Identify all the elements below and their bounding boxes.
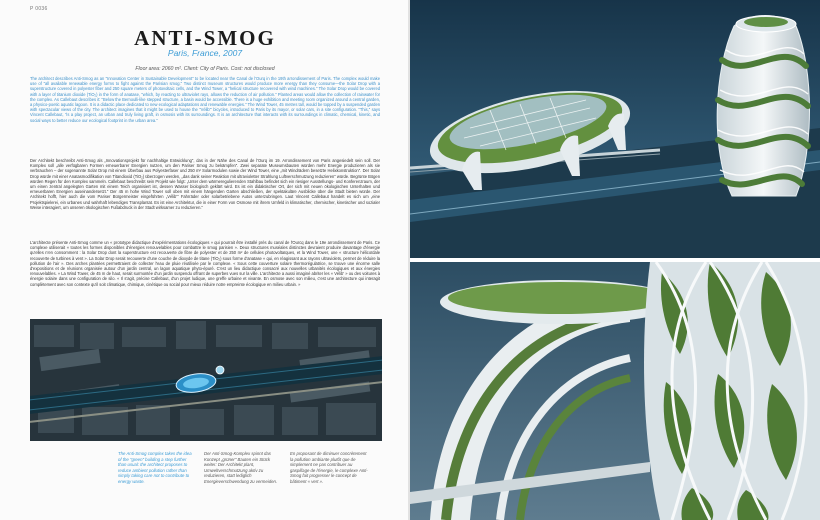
project-facts: Floor area: 2060 m². Client: City of Paris. Cost: not disclosed xyxy=(135,66,275,72)
german-text: Der Architekt beschreibt Anti-Smog als „Innovationsprojekt für nachhaltige Entwicklung", das in der Nähe des Canal de l'Ourq im 19. Arrondissement von Paris angesiedelt sein soll. Der Komplex soll „alle verfügbaren Formen erneuerbarer Energien nutzen, um den Pariser Smog zu bekämpfen". Zwei separate Museumsbauten würden mehr Energie produzieren als sie verbrauchen – der sogenannte Solar Drop mit einem Überbau aus Polyesterfaser und 250 m² Solarmodulen sowie der Wind Tower, eine „mit Windrädern besetzte Helixkonstruktion". Der Solar Drop würde mit einer Anatasmodifikation von Titandioxid (TiO₂) überzogen werden, „das dank seiner Reaktion mit ultravioletter Strahlung Luftverschmutzung reduzieren" würde. Begrünte Bögen würden Regen für den Komplex sammeln. Callebaut beschreibt sein Projekt wie folgt: „Unter dem wärmeregulierenden Stahlbau befindet sich ein riesiger Ausstellungs- und Konferenzraum, der um einen zentral angelegten Garten mit einem Teich organisiert ist, dessen Wasser biologisch geklärt wird. Es ist ein didaktischer Ort, der sich mit neuen ökologischen Unterhalten und erneuerbaren Energien auseinandersetzt." Der 45 m hohe Wind Tower soll oben mit einem hängenden Garten abschließen, der spektakuläre Ausblicke über die Stadt bieten würde. Der Architekt hofft, hier auch die vom Pariser Bürgermeister eingeführten „Vélib'" Fahrräder oder solarbetriebene Autos unterzubringen. Laut Vincent Callebaut handelt es sich um „eine Projektspielerei, ein urbanes und wahrhaft lebendiges Transplantat. Es ist eine Architektur, die in einer Form von Osmose mit ihrem Umfeld in klimatischer, chemischer, kinetischer und sozialer Weise interagiert, um unseren ökologischen Fußabdruck in der Stadt wirksamer zu reduzieren." xyxy=(30,158,380,210)
right-page xyxy=(410,0,820,520)
folio: P 0036 xyxy=(30,6,48,12)
french-text: L'architecte présente Anti-Smog comme un « prototype didactique d'expérimentations écologiques » qui pourrait être installé près du canal de l'Ourcq dans le 19e arrondissement de Paris. Ce complexe utiliserait « toutes les formes disponibles d'énergies renouvelables pour combattre le smog parisien ». Deux structures muséales distinctes devraient produire davantage d'énergie qu'elles n'en consomment : la Solar Drop dont la superstructure est recouverte de fibre de polyester et de 250 m² de cellules photovoltaïques, et la Wind Tower, une « structure hélicoïdale recouverte de turbines à vent ». La Solar Drop serait recouverte d'une couche de dioxyde de titane (TiO₂) sous forme d'anatase « qui, en réagissant aux rayons ultraviolets, permet de réduire la pollution de l'air ». Des arches plantées permettraient de collecter l'eau de pluie réutilisée par le complexe. « Sous cette couverture solaire thermorégulatrice, se trouve une énorme salle d'expositions et de réunions organisée autour d'un jardin central, un lagon aquatique phyto-épuré. C'est un lieu didactique consacré aux nouvelles urbanités écologiques et aux énergies renouvelables. » La Wind Tower, de 45 m de haut, serait surmontée d'un jardin suspendu offrant de superbes vues sur la ville. L'architecte a aussi imaginé abriter les « Vélib' » ou des voitures à énergie solaire dans une configuration de silo. « Il s'agit, précise Callebaut, d'un projet ludique, une greffe urbaine et vivante. En osmose avec son milieu, c'est une architecture qui interagit complètement avec son contexte qu'il soit climatique, chimique, cinétique ou social pour mieux réduire notre empreinte écologique en milieu urbain. » xyxy=(30,240,380,287)
render-overview-illustration xyxy=(410,0,820,258)
aerial-site-photo xyxy=(30,319,382,441)
render-detail-illustration xyxy=(410,262,820,520)
project-title: ANTI-SMOG xyxy=(134,26,276,50)
caption-german: Der Anti-Smog-Komplex spinnt das Konzept „grüner" Bauten ein Stück weiter: Der Architekt plant, Umweltverschmutzung aktiv zu reduzieren, statt lediglich Energieverschwendung zu vermeiden. xyxy=(204,451,278,484)
project-subtitle: Paris, France, 2007 xyxy=(167,48,243,58)
english-text: The architect describes Anti-Smog as an "Innovation Center in Sustainable Development" to be located near the Canal de l'Ourq in the 19th arrondissement of Paris. The complex would make use of "all available renewable energy forms to fight against the Parisian smog." Two distinct museum structures would produce more energy than they consume—the Solar Drop with a superstructure covered in polyester fiber and 250 square meters of photovoltaic cells, and the Wind Tower, a "helical structure recovered with wind machines." The Solar Drop would be covered with a layer of titanium dioxide (TiO₂) in the form of anatase, "which, by reacting to ultraviolet rays, allows the reduction of air pollution." Planted areas would allow the collection of rainwater for the complex. As Callebaut describes it: "Below the Bernoulli-like stepped structure, a basin would be accessible. There is a huge exhibition and meeting room organized around a central garden, a physico-poetic aquatic lagoon. It is a didactic place dedicated to new ecological adaptations and renewable energies." The Wind Tower, 45 metres tall, would be topped by a suspended garden with spectacular views of the city. The architect imagines that it might be used to house the "Vélib'" bicycles, introduced to Paris by its mayor, or solar cars, in a site configuration. "This," says Vincent Callebaut, "is a play project, an urban and truly living graft, in osmosis with its surroundings. It is an architecture that interacts with its surroundings in climatic, chemical, kinetic, and social ways to better reduce our ecological footprint in the urban area." xyxy=(30,76,380,123)
render-detail-image xyxy=(410,262,820,520)
render-overview-image xyxy=(410,0,820,258)
caption-english: The Anti-Smog complex takes the idea of the "green" building a step further than usual: the architect proposes to reduce ambient pollution rather than simply taking care not to contribute to energy waste. xyxy=(118,451,192,484)
aerial-photo-illustration xyxy=(30,319,382,441)
caption-french: En proposant de diminuer concrètement la pollution ambiante plutôt que de simplement ne pas contribuer au gaspillage de l'énergie, le complexe Anti-Smog fait progresser le concept de bâtiment « vert ». xyxy=(290,451,368,484)
